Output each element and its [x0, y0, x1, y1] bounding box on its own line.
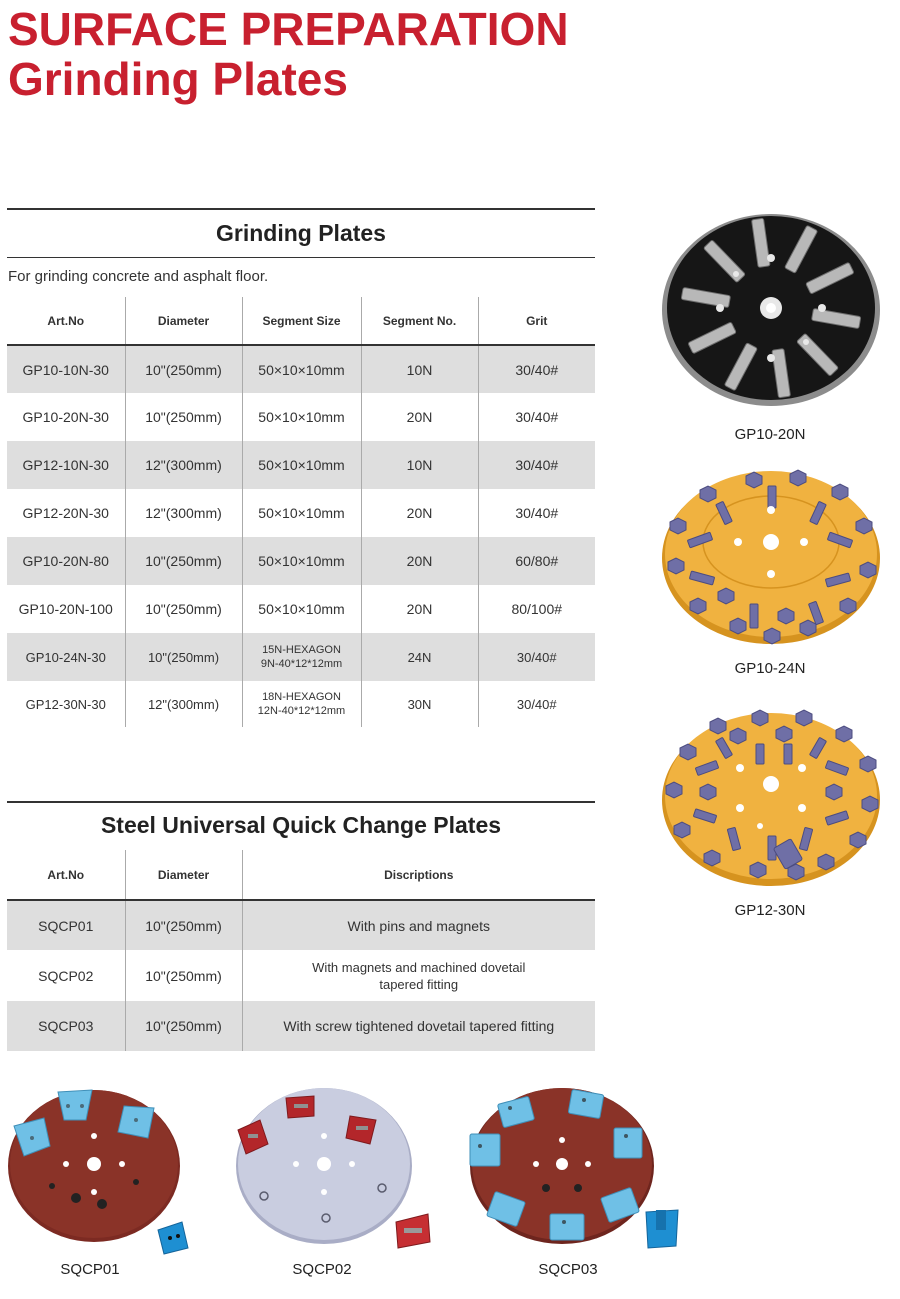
cell-diameter: 10"(250mm) — [125, 537, 242, 585]
gp10-20n-plate-image — [660, 210, 882, 410]
segment-size-line1: 18N-HEXAGON — [262, 691, 341, 703]
section-rule-top — [7, 208, 595, 210]
cell-art-no: GP10-24N-30 — [7, 633, 125, 681]
page-title-line2: Grinding Plates — [8, 53, 348, 105]
cell-art-no: GP10-20N-30 — [22, 409, 109, 425]
quick-change-table — [7, 850, 595, 1051]
cell-segment-no: 24N — [361, 633, 478, 681]
sqcp01-caption: SQCP01 — [60, 1261, 120, 1278]
segment-size-line2: 9N-40*12*12mm — [260, 658, 343, 670]
table-row — [7, 1001, 595, 1051]
sqcp03-caption: SQCP03 — [538, 1261, 598, 1278]
page-title — [8, 4, 569, 104]
cell-grit: 30/40# — [478, 681, 595, 727]
gp10-24n-plate-image — [660, 462, 882, 650]
cell-art-no: GP12-30N-30 — [25, 696, 106, 712]
gp10-20n-caption: GP10-20N — [734, 426, 806, 443]
cell-segment-size: 50×10×10mm — [242, 537, 361, 585]
table-header-row — [7, 297, 595, 345]
cell-diameter: 10"(250mm) — [125, 900, 242, 950]
cell-grit: 30/40# — [478, 441, 595, 489]
page-title-line1: SURFACE PREPARATION — [8, 3, 569, 55]
column-header-diameter: Diameter — [125, 850, 242, 900]
column-header-segment-size: Segment Size — [242, 297, 361, 345]
cell-diameter: 12"(300mm) — [125, 489, 242, 537]
cell-diameter: 10"(250mm) — [125, 585, 242, 633]
gp10-24n-caption: GP10-24N — [734, 660, 806, 677]
description-line1: With magnets and machined dovetail — [312, 959, 526, 975]
cell-description: With screw tightened dovetail tapered fitting — [242, 1001, 595, 1051]
cell-segment-size: 50×10×10mm — [242, 489, 361, 537]
description-line2: tapered fitting — [379, 976, 459, 992]
cell-segment-no: 10N — [361, 441, 478, 489]
cell-grit: 60/80# — [478, 537, 595, 585]
cell-grit: 30/40# — [478, 633, 595, 681]
cell-grit: 80/100# — [478, 585, 595, 633]
gp12-30n-caption: GP12-30N — [734, 902, 806, 919]
column-header-segment-no: Segment No. — [361, 297, 478, 345]
table-row — [7, 950, 595, 1001]
cell-art-no: GP12-20N-30 — [22, 505, 109, 521]
column-header-diameter: Diameter — [125, 297, 242, 345]
sqcp03-plate-image — [466, 1086, 686, 1258]
cell-diameter: 10"(250mm) — [125, 393, 242, 441]
cell-segment-size — [242, 633, 361, 681]
table-row — [7, 441, 595, 489]
gp12-30n-plate-image — [660, 708, 882, 890]
cell-segment-no: 20N — [361, 489, 478, 537]
table-header-row — [7, 850, 595, 900]
cell-diameter: 10"(250mm) — [125, 950, 242, 1001]
table-row — [7, 681, 595, 727]
column-header-art-no: Art.No — [7, 297, 125, 345]
cell-segment-no: 10N — [361, 345, 478, 393]
cell-segment-size: 50×10×10mm — [242, 585, 361, 633]
table-row — [7, 489, 595, 537]
quick-section-rule — [7, 801, 595, 803]
cell-art-no: GP12-10N-30 — [7, 441, 125, 489]
cell-grit: 30/40# — [478, 393, 595, 441]
table-row — [7, 633, 595, 681]
cell-art-no: SQCP01 — [7, 900, 125, 950]
sqcp02-plate-image — [234, 1086, 444, 1258]
cell-art-no: SQCP03 — [7, 1001, 125, 1051]
cell-diameter: 12"(300mm) — [125, 441, 242, 489]
cell-diameter: 10"(250mm) — [125, 345, 242, 393]
cell-grit: 30/40# — [478, 489, 595, 537]
cell-art-no: GP10-20N-80 — [7, 537, 125, 585]
cell-segment-size: 50×10×10mm — [242, 441, 361, 489]
table-row — [7, 585, 595, 633]
segment-size-line1: 15N-HEXAGON — [262, 644, 341, 656]
cell-diameter: 10"(250mm) — [125, 1001, 242, 1051]
cell-art-no: GP10-10N-30 — [7, 345, 125, 393]
column-header-descriptions: Discriptions — [242, 850, 595, 900]
cell-segment-no: 20N — [361, 537, 478, 585]
cell-art-no: SQCP02 — [38, 967, 94, 984]
column-header-art-no: Art.No — [7, 850, 125, 900]
table-row — [7, 345, 595, 393]
sqcp02-caption: SQCP02 — [292, 1261, 352, 1278]
cell-description: With pins and magnets — [242, 900, 595, 950]
cell-segment-no: 20N — [361, 585, 478, 633]
quick-section-title: Steel Universal Quick Change Plates — [100, 812, 502, 838]
cell-diameter: 10"(250mm) — [125, 633, 242, 681]
segment-size-line2: 12N-40*12*12mm — [257, 705, 346, 717]
table-row — [7, 393, 595, 441]
cell-segment-size — [242, 681, 361, 727]
cell-grit: 30/40# — [478, 345, 595, 393]
grinding-plates-table — [7, 297, 595, 727]
cell-segment-size: 50×10×10mm — [242, 345, 361, 393]
column-header-grit: Grit — [478, 297, 595, 345]
section-rule-bottom — [7, 257, 595, 258]
sqcp01-plate-image — [6, 1086, 206, 1258]
cell-diameter: 12"(300mm) — [125, 681, 242, 727]
grinding-subtitle: For grinding concrete and asphalt floor. — [8, 268, 269, 285]
table-row — [7, 900, 595, 950]
cell-segment-no: 20N — [361, 393, 478, 441]
cell-segment-size: 50×10×10mm — [242, 393, 361, 441]
grinding-section-title: Grinding Plates — [216, 220, 386, 246]
table-row — [7, 537, 595, 585]
cell-segment-no: 30N — [361, 681, 478, 727]
cell-art-no: GP10-20N-100 — [18, 601, 113, 617]
cell-description — [242, 950, 595, 1001]
